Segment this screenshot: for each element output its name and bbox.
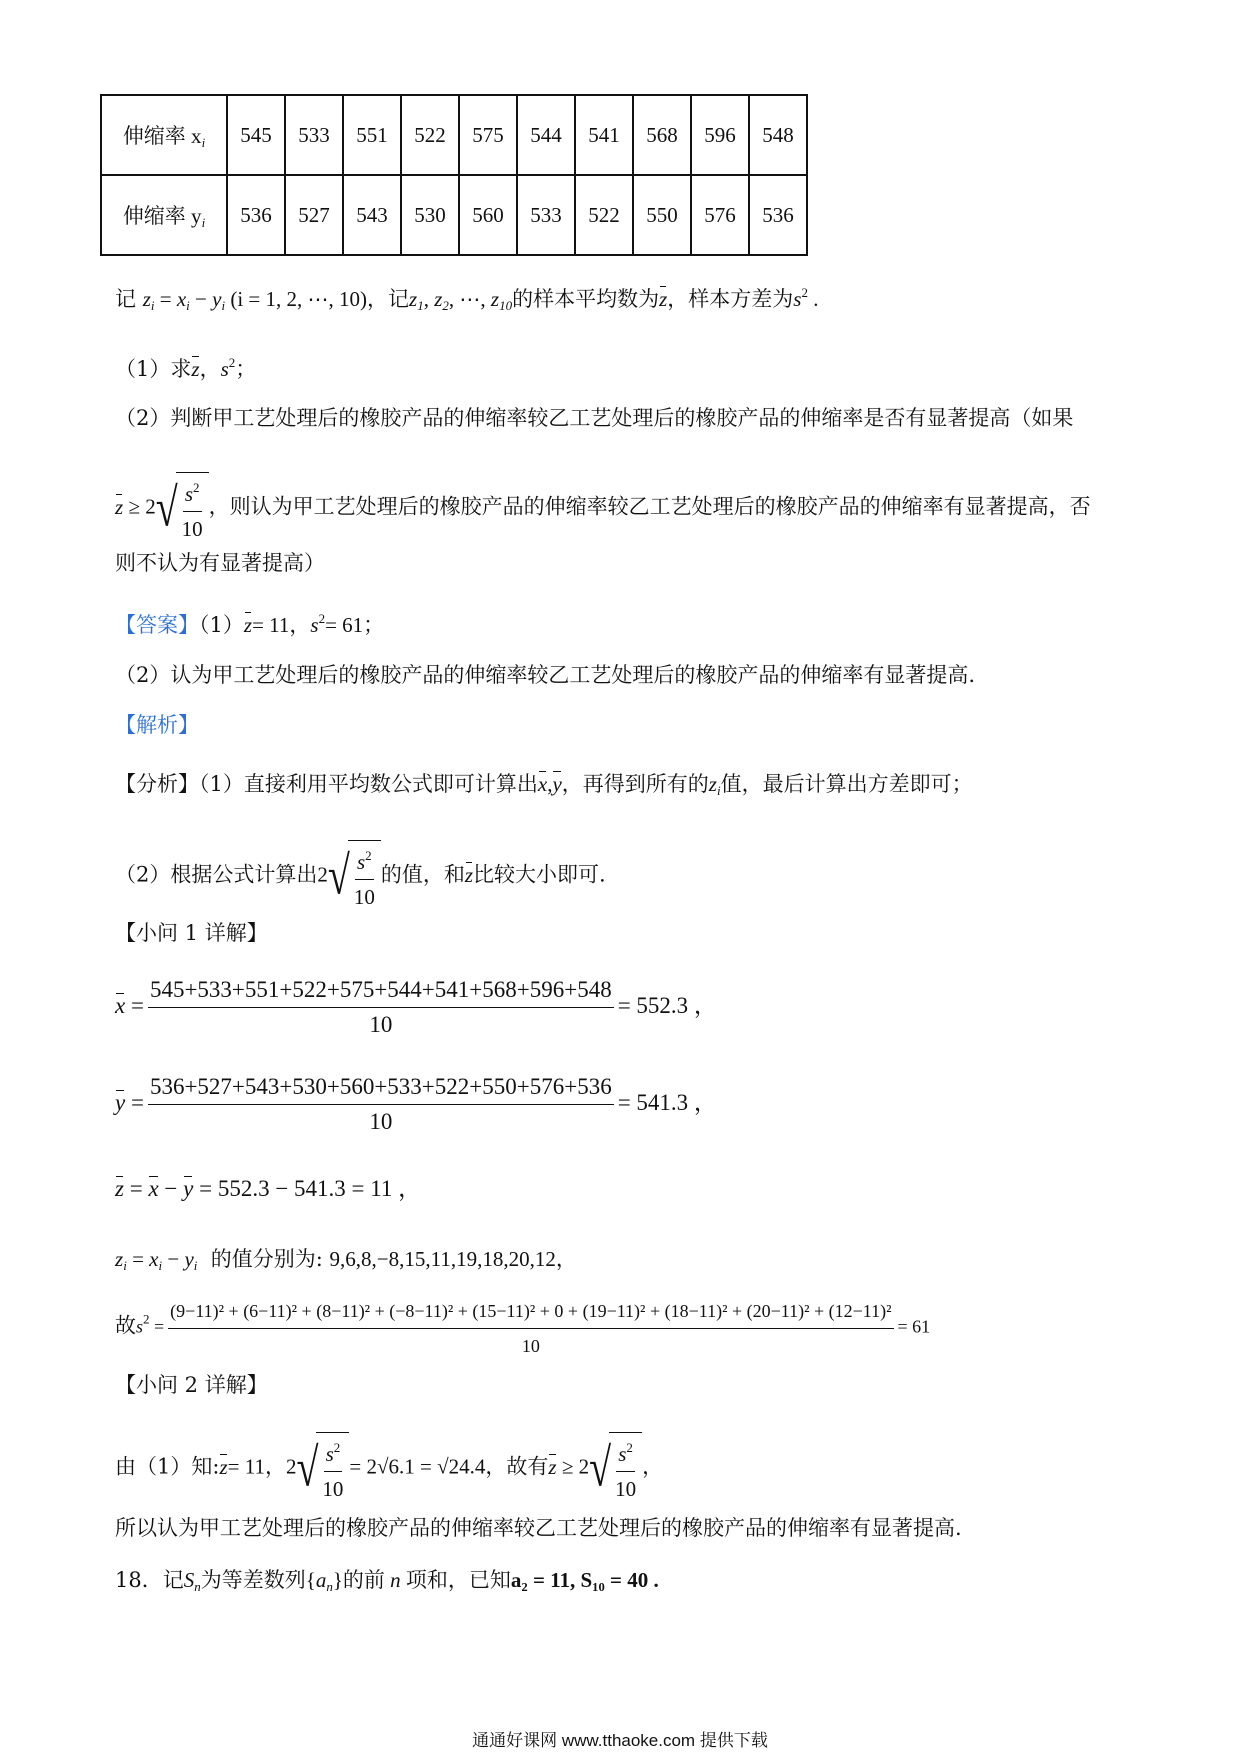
answer-tag: 【答案】 <box>115 613 199 637</box>
table-cell: 576 <box>691 175 749 255</box>
table-cell: 522 <box>401 95 459 175</box>
table-cell: 596 <box>691 95 749 175</box>
data-table <box>100 94 808 256</box>
table-cell: 548 <box>749 95 807 175</box>
table-cell: 568 <box>633 95 691 175</box>
variance-formula: 故$s^2$ = (9−11)² + (6−11)² + (8−11)² + (−8−11)² + (15−11)² + 0 + (19−11)² + (18−11)² + (20−11)² + (12−11)² 10 = 61 <box>115 1296 930 1361</box>
conclusion-line: 所以认为甲工艺处理后的橡胶产品的伸缩率较乙工艺处理后的橡胶产品的伸缩率有显著提高. <box>115 1516 962 1540</box>
table-cell: 530 <box>401 175 459 255</box>
row-header-y: 伸缩率 $y_i$ <box>101 175 227 255</box>
fenxi-line-2: （2）根据公式计算出2 √ $\frac{s^2}{10}$ 的值，和z比较大小即可. <box>115 840 606 912</box>
question-2-line-1: （2）判断甲工艺处理后的橡胶产品的伸缩率较乙工艺处理后的橡胶产品的伸缩率是否有显著提高（如果 <box>115 406 1074 430</box>
table-cell: 560 <box>459 175 517 255</box>
table-cell: 533 <box>517 175 575 255</box>
answer-line-1: 【答案】（1）z= 11，$s^2= 61$； <box>115 604 384 640</box>
table-cell: 544 <box>517 95 575 175</box>
y-mean-formula: y = $\frac{536+527+543+530+560+533+522+550+576+536}{10}$ = 541.3 ， <box>115 1074 717 1134</box>
table-row-x <box>101 95 807 175</box>
problem-18: 18．记$S_n$为等差数列$\{a_n\}$的前 n 项和，已知a₂ = 11, S₁₀ = 40 . <box>115 1568 659 1594</box>
question-1: （1）求z，$s^2$； <box>115 348 256 384</box>
answer-line-2: （2）认为甲工艺处理后的橡胶产品的伸缩率较乙工艺处理后的橡胶产品的伸缩率有显著提高. <box>115 663 976 687</box>
table-cell: 550 <box>633 175 691 255</box>
analysis-tag: 【解析】 <box>115 713 199 737</box>
table-cell: 527 <box>285 175 343 255</box>
q2-detail-heading: 【小问 2 详解】 <box>115 1373 268 1397</box>
table-cell: 545 <box>227 95 285 175</box>
z-mean-formula: z = x − y = 552.3 − 541.3 = 11 ， <box>115 1174 421 1204</box>
question-2-line-2: z ≥ 2 √ $\frac{s^2}{10}$ ，则认为甲工艺处理后的橡胶产品的伸缩率较乙工艺处理后的橡胶产品的伸缩率有显著提高，否 <box>115 472 1091 544</box>
table-cell: 575 <box>459 95 517 175</box>
footer-watermark: 通通好课网 www.tthaoke.com 提供下载 <box>472 1731 768 1750</box>
table-cell: 533 <box>285 95 343 175</box>
table-row-y <box>101 175 807 255</box>
definition-line: 记 $z_i = x_i - y_i$ (i = 1, 2, ⋯, 10)，记$z_1$, $z_2$, ⋯, $z_{10}$的样本平均数为z，样本方差为$s^2$ . <box>115 285 819 313</box>
table-cell: 536 <box>227 175 285 255</box>
q1-detail-heading: 【小问 1 详解】 <box>115 921 268 945</box>
table-cell: 536 <box>749 175 807 255</box>
zi-values-line: $z_i = x_i - y_i$ 的值分别为: 9,6,8,−8,15,11,19,18,20,12， <box>115 1247 577 1273</box>
table-cell: 522 <box>575 175 633 255</box>
table-cell: 551 <box>343 95 401 175</box>
question-2-line-3: 则不认为有显著提高） <box>115 551 325 575</box>
row-header-x: 伸缩率 $x_i$ <box>101 95 227 175</box>
q2-solution-line: 由（1）知:z= 11，2 √ $\frac{s^2}{10}$ = 2√6.1 = √24.4，故有z ≥ 2 √ $\frac{s^2}{10}$ ， <box>115 1432 663 1504</box>
x-mean-formula: x = $\frac{545+533+551+522+575+544+541+568+596+548}{10}$ = 552.3 ， <box>115 977 717 1037</box>
table-cell: 541 <box>575 95 633 175</box>
fenxi-line-1: 【分析】（1）直接利用平均数公式即可计算出x,y，再得到所有的$z_i$值，最后计算出方差即可； <box>115 769 973 806</box>
table-cell: 543 <box>343 175 401 255</box>
